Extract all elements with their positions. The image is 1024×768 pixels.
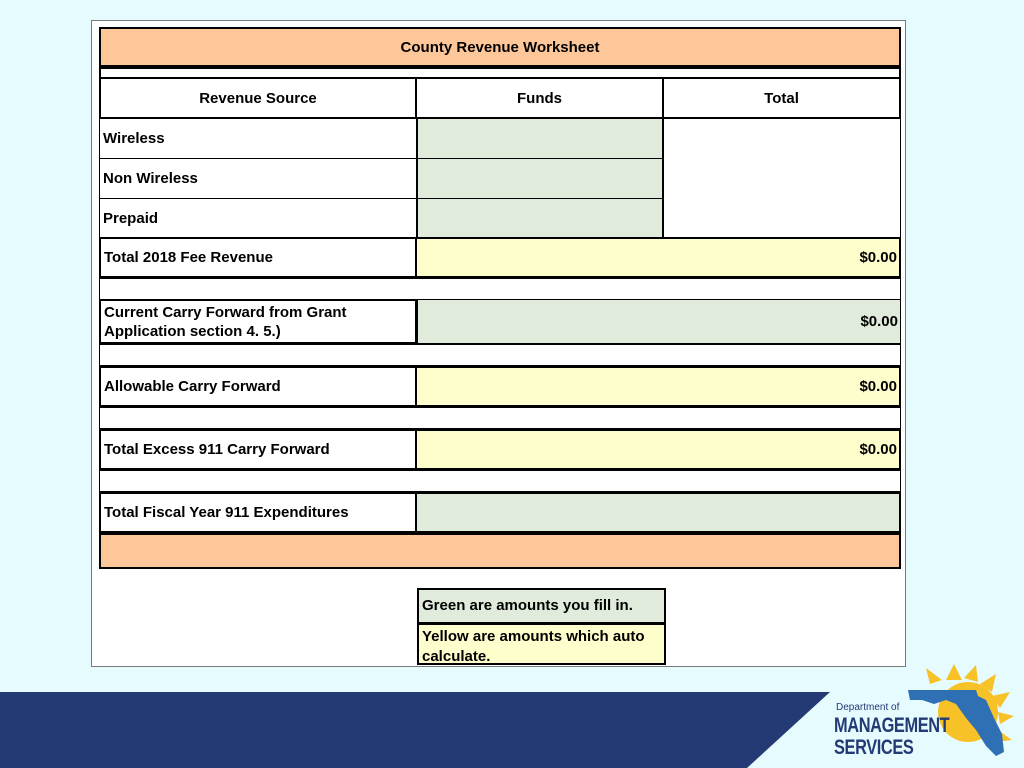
logo-line3: SERVICES — [834, 736, 914, 759]
allowable-carry-forward-amount: $0.00 — [415, 366, 901, 407]
row-label-total-fee-revenue: Total 2018 Fee Revenue — [99, 237, 417, 278]
non-wireless-funds-input[interactable] — [417, 158, 663, 199]
legend-green: Green are amounts you fill in. — [417, 588, 666, 624]
prepaid-funds-input[interactable] — [417, 198, 663, 239]
legend-yellow: Yellow are amounts which auto calculate. — [417, 623, 666, 665]
row-label-current-carry-forward: Current Carry Forward from Grant Application section 4. 5.) — [99, 299, 417, 344]
row-label-total-expenditures: Total Fiscal Year 911 Expenditures — [99, 492, 417, 533]
row-label-prepaid: Prepaid — [99, 198, 417, 239]
spacer-row — [99, 470, 901, 492]
spacer-row — [99, 407, 901, 429]
header-funds: Funds — [415, 77, 664, 119]
logo-line2: MANAGEMENT — [834, 714, 950, 737]
spacer-row — [99, 344, 901, 366]
worksheet-sheet — [91, 20, 906, 667]
current-carry-forward-input[interactable]: $0.00 — [417, 299, 901, 344]
wireless-funds-input[interactable] — [417, 118, 663, 159]
dms-logo — [826, 660, 1016, 760]
total-column-blank — [663, 118, 901, 239]
total-fee-revenue-amount: $0.00 — [415, 237, 901, 278]
total-excess-carry-forward-amount: $0.00 — [415, 429, 901, 470]
row-label-allowable-carry-forward: Allowable Carry Forward — [99, 366, 417, 407]
spacer-row — [99, 278, 901, 300]
footer-band — [0, 692, 830, 768]
row-label-non-wireless: Non Wireless — [99, 158, 417, 199]
worksheet-footer-bar — [99, 533, 901, 569]
row-label-wireless: Wireless — [99, 118, 417, 159]
row-label-total-excess-carry-forward: Total Excess 911 Carry Forward — [99, 429, 417, 470]
total-expenditures-input[interactable] — [415, 492, 901, 533]
header-total: Total — [662, 77, 901, 119]
worksheet-title: County Revenue Worksheet — [99, 27, 901, 67]
header-revenue-source: Revenue Source — [99, 77, 417, 119]
logo-line1: Department of — [836, 702, 900, 713]
